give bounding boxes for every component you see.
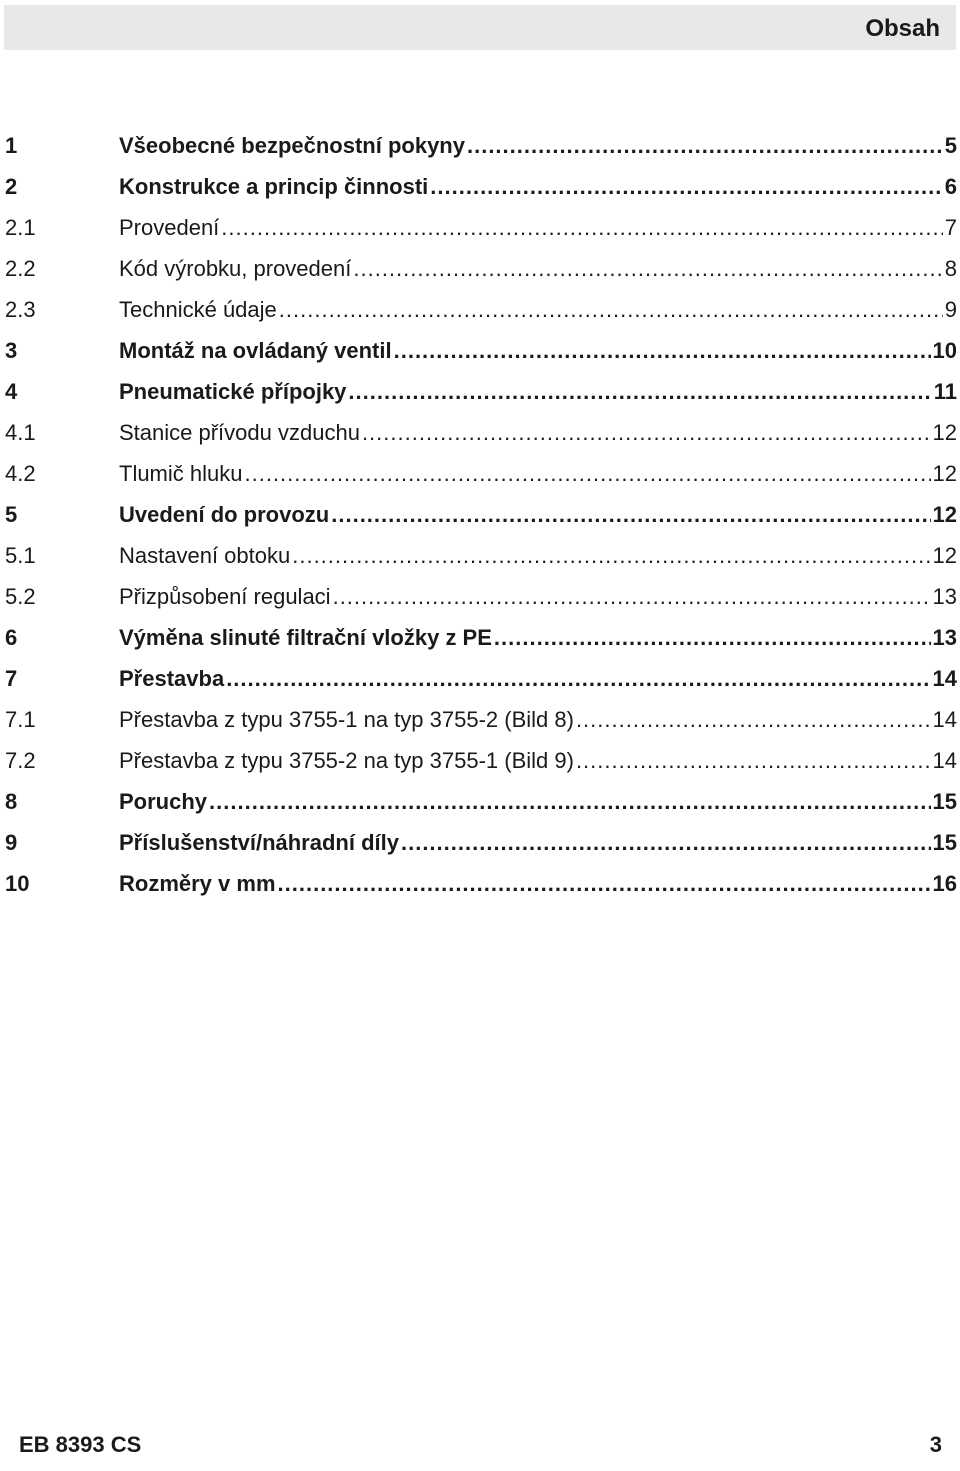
toc-dot-leader bbox=[430, 174, 942, 200]
toc-entry-page: 6 bbox=[944, 173, 957, 199]
toc-entry[interactable] bbox=[0, 330, 960, 371]
toc-dot-leader bbox=[576, 748, 931, 774]
toc-entry-page: 9 bbox=[944, 296, 957, 322]
toc-entry-number: 1 bbox=[5, 132, 18, 158]
toc-entry[interactable] bbox=[0, 740, 960, 781]
toc-dot-leader bbox=[333, 584, 931, 610]
document-id: EB 8393 CS bbox=[19, 1432, 142, 1457]
toc-entry-page: 10 bbox=[932, 337, 957, 363]
toc-dot-leader bbox=[353, 256, 942, 282]
toc-entry[interactable] bbox=[0, 822, 960, 863]
toc-entry[interactable] bbox=[0, 535, 960, 576]
toc-entry-number: 4 bbox=[5, 378, 18, 404]
toc-entry[interactable] bbox=[0, 576, 960, 617]
toc-dot-leader bbox=[244, 461, 930, 487]
toc-entry[interactable] bbox=[0, 658, 960, 699]
page-title: Obsah bbox=[865, 15, 940, 42]
toc-entry-page: 15 bbox=[932, 788, 957, 814]
header-bar bbox=[4, 5, 956, 50]
toc-entry-title: Technické údaje bbox=[119, 296, 277, 322]
toc-entry-page: 8 bbox=[944, 255, 957, 281]
toc-entry-title: Příslušenství/náhradní díly bbox=[119, 829, 399, 855]
toc-entry[interactable] bbox=[0, 699, 960, 740]
toc-entry-page: 12 bbox=[932, 501, 957, 527]
toc-entry-number: 6 bbox=[5, 624, 18, 650]
toc-dot-leader bbox=[278, 871, 931, 897]
toc-dot-leader bbox=[226, 666, 930, 692]
toc-entry-page: 14 bbox=[932, 706, 957, 732]
toc-entry-body bbox=[119, 830, 957, 856]
toc-entry-body bbox=[119, 133, 957, 159]
toc-entry-number: 4.1 bbox=[5, 419, 36, 445]
toc-entry-body bbox=[119, 379, 957, 405]
toc-entry-title: Konstrukce a princip činnosti bbox=[119, 173, 429, 199]
toc-entry-title: Výměna slinuté filtrační vložky z PE bbox=[119, 624, 492, 650]
toc-entry[interactable] bbox=[0, 207, 960, 248]
toc-entry[interactable] bbox=[0, 412, 960, 453]
toc-dot-leader bbox=[279, 297, 943, 323]
toc-entry-page: 13 bbox=[932, 583, 957, 609]
toc-dot-leader bbox=[292, 543, 930, 569]
toc-entry-title: Poruchy bbox=[119, 788, 208, 814]
toc-entry-number: 2.1 bbox=[5, 214, 36, 240]
toc-entry[interactable] bbox=[0, 781, 960, 822]
toc-entry[interactable] bbox=[0, 166, 960, 207]
toc-entry-body bbox=[119, 174, 957, 200]
toc-dot-leader bbox=[362, 420, 931, 446]
toc-entry-title: Přestavba z typu 3755-1 na typ 3755-2 (Bild 8) bbox=[119, 706, 574, 732]
toc-dot-leader bbox=[209, 789, 930, 815]
toc-dot-leader bbox=[331, 502, 930, 528]
toc-entry[interactable] bbox=[0, 453, 960, 494]
toc-dot-leader bbox=[221, 215, 942, 241]
toc-entry-body bbox=[119, 748, 957, 774]
toc-dot-leader bbox=[401, 830, 931, 856]
toc-entry-number: 2.2 bbox=[5, 255, 36, 281]
toc-entry-body bbox=[119, 543, 957, 569]
toc-dot-leader bbox=[348, 379, 931, 405]
toc-entry-page: 5 bbox=[944, 132, 957, 158]
toc-entry-title: Provedení bbox=[119, 214, 220, 240]
toc-entry-number: 8 bbox=[5, 788, 18, 814]
toc-dot-leader bbox=[576, 707, 931, 733]
toc-entry-number: 7 bbox=[5, 665, 18, 691]
toc-entry-body bbox=[119, 338, 957, 364]
toc-entry-body bbox=[119, 461, 957, 487]
toc-entry[interactable] bbox=[0, 863, 960, 904]
toc-entry-body bbox=[119, 215, 957, 241]
toc-entry-body bbox=[119, 871, 957, 897]
toc-entry-number: 5 bbox=[5, 501, 18, 527]
toc-entry-title: Rozměry v mm bbox=[119, 870, 276, 896]
toc-entry[interactable] bbox=[0, 248, 960, 289]
toc-entry-title: Pneumatické přípojky bbox=[119, 378, 347, 404]
toc-entry-body bbox=[119, 256, 957, 282]
toc-entry-number: 4.2 bbox=[5, 460, 36, 486]
toc-entry-title: Všeobecné bezpečnostní pokyny bbox=[119, 132, 465, 158]
toc-entry-number: 9 bbox=[5, 829, 18, 855]
toc-entry-page: 12 bbox=[932, 542, 957, 568]
toc-entry-body bbox=[119, 420, 957, 446]
toc-entry-body bbox=[119, 666, 957, 692]
toc-entry-title: Montáž na ovládaný ventil bbox=[119, 337, 392, 363]
toc-entry-number: 5.2 bbox=[5, 583, 36, 609]
toc-entry-title: Kód výrobku, provedení bbox=[119, 255, 352, 281]
toc-entry[interactable] bbox=[0, 617, 960, 658]
toc-entry-body bbox=[119, 625, 957, 651]
toc-entry-title: Uvedení do provozu bbox=[119, 501, 330, 527]
toc-entry-number: 5.1 bbox=[5, 542, 36, 568]
toc-entry-body bbox=[119, 707, 957, 733]
toc-entry-page: 7 bbox=[944, 214, 957, 240]
toc-entry-number: 3 bbox=[5, 337, 18, 363]
toc-entry-number: 10 bbox=[5, 870, 30, 896]
toc-entry-page: 11 bbox=[933, 378, 957, 404]
page-number: 3 bbox=[929, 1432, 942, 1457]
toc-entry-body bbox=[119, 297, 957, 323]
toc-entry-page: 12 bbox=[932, 460, 957, 486]
toc-entry-body bbox=[119, 502, 957, 528]
toc-entry-body bbox=[119, 584, 957, 610]
toc-entry[interactable] bbox=[0, 289, 960, 330]
toc-entry-page: 13 bbox=[932, 624, 957, 650]
toc-entry[interactable] bbox=[0, 125, 960, 166]
toc-entry-title: Přestavba bbox=[119, 665, 225, 691]
toc-entry[interactable] bbox=[0, 494, 960, 535]
toc-entry-number: 2.3 bbox=[5, 296, 36, 322]
toc-entry-number: 7.1 bbox=[5, 706, 36, 732]
toc-entry[interactable] bbox=[0, 371, 960, 412]
table-of-contents bbox=[0, 125, 960, 904]
toc-dot-leader bbox=[494, 625, 931, 651]
toc-entry-number: 7.2 bbox=[5, 747, 36, 773]
toc-entry-title: Tlumič hluku bbox=[119, 460, 243, 486]
toc-entry-page: 15 bbox=[932, 829, 957, 855]
toc-entry-page: 12 bbox=[932, 419, 957, 445]
toc-entry-number: 2 bbox=[5, 173, 18, 199]
toc-entry-title: Nastavení obtoku bbox=[119, 542, 291, 568]
toc-entry-page: 14 bbox=[932, 665, 957, 691]
toc-dot-leader bbox=[467, 133, 943, 159]
toc-entry-page: 14 bbox=[932, 747, 957, 773]
toc-entry-page: 16 bbox=[932, 870, 957, 896]
toc-entry-title: Přestavba z typu 3755-2 na typ 3755-1 (Bild 9) bbox=[119, 747, 574, 773]
toc-entry-title: Stanice přívodu vzduchu bbox=[119, 419, 360, 445]
toc-entry-body bbox=[119, 789, 957, 815]
toc-dot-leader bbox=[394, 338, 931, 364]
toc-entry-title: Přizpůsobení regulaci bbox=[119, 583, 331, 609]
